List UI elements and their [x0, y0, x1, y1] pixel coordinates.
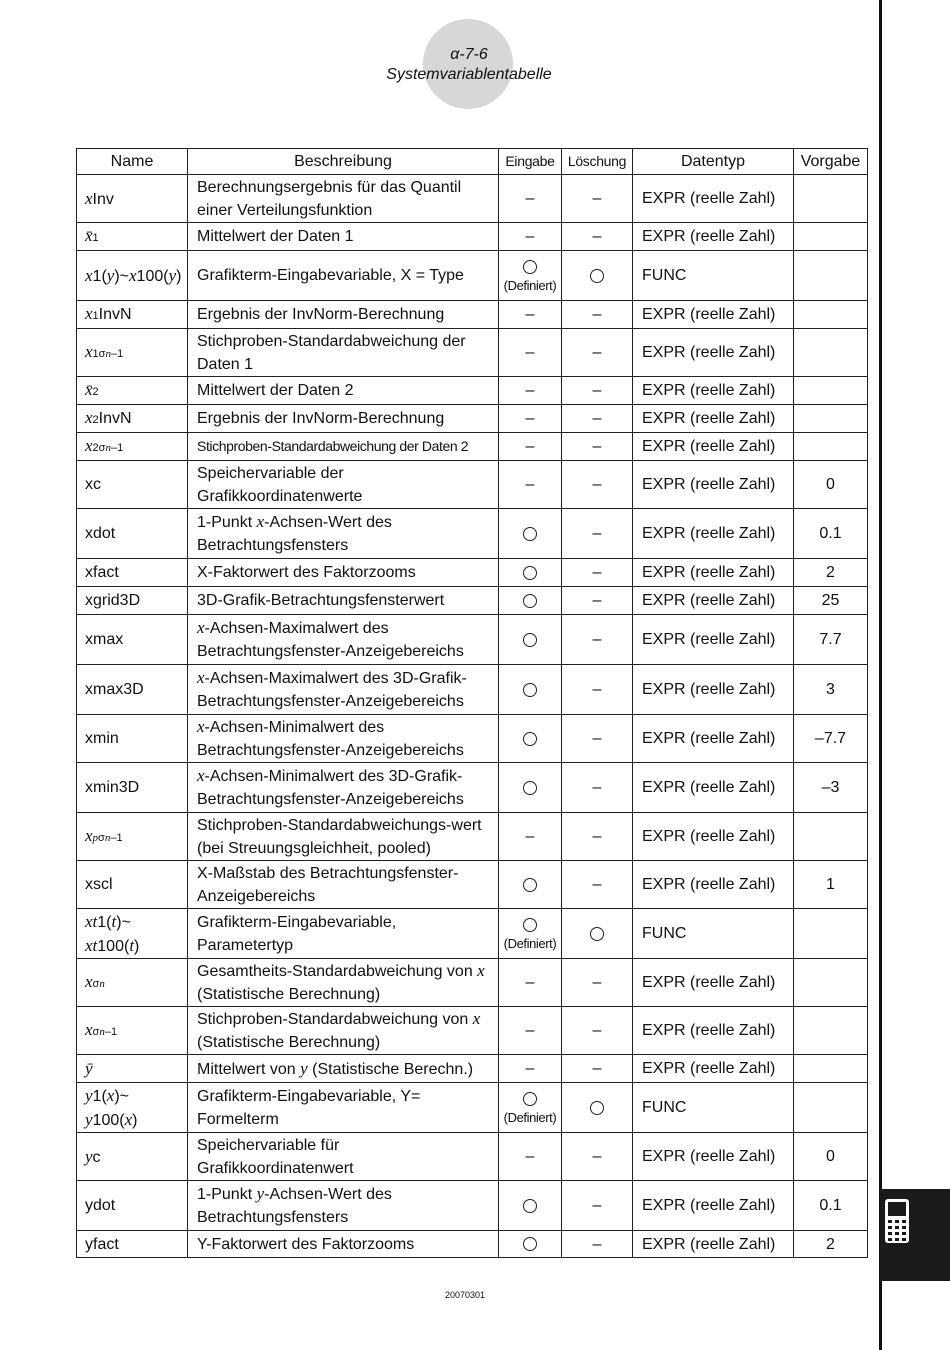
table-row [77, 861, 868, 909]
cell-default [794, 1007, 868, 1055]
table-row [77, 763, 868, 813]
cell-input: – [499, 301, 562, 329]
circle-mark-icon [590, 1101, 604, 1115]
cell-delete: – [562, 175, 633, 223]
cell-delete: – [562, 959, 633, 1007]
cell-description: Speichervariable für Grafikkoordinatenwert [188, 1133, 499, 1181]
cell-datatype: EXPR (reelle Zahl) [633, 405, 794, 433]
table-row [77, 715, 868, 763]
cell-datatype: EXPR (reelle Zahl) [633, 763, 794, 813]
cell-datatype: EXPR (reelle Zahl) [633, 861, 794, 909]
table-row [77, 509, 868, 559]
cell-datatype: EXPR (reelle Zahl) [633, 1055, 794, 1083]
table-row [77, 251, 868, 301]
cell-input [499, 509, 562, 559]
cell-description: X-Faktorwert des Faktorzooms [188, 559, 499, 587]
margin-rule [879, 0, 882, 1350]
cell-input: – [499, 1133, 562, 1181]
cell-description: Stichproben-Standardabweichung der Daten 2 [188, 433, 499, 461]
cell-datatype: EXPR (reelle Zahl) [633, 1133, 794, 1181]
cell-default: 1 [794, 861, 868, 909]
cell-description: x-Achsen-Maximalwert des 3D-Grafik-Betrachtungsfenster-Anzeigebereichs [188, 665, 499, 715]
cell-default: 3 [794, 665, 868, 715]
cell-description: Mittelwert der Daten 2 [188, 377, 499, 405]
cell-delete: – [562, 377, 633, 405]
circle-mark-icon [523, 683, 537, 697]
cell-description: Y-Faktorwert des Faktorzooms [188, 1231, 499, 1258]
cell-name: xscl [77, 861, 188, 909]
cell-input [499, 1181, 562, 1231]
table-row [77, 1055, 868, 1083]
cell-default: 25 [794, 587, 868, 615]
col-header-delete: Löschung [562, 149, 633, 175]
cell-name: ydot [77, 1181, 188, 1231]
cell-input: (Definiert) [499, 1083, 562, 1133]
cell-name: xt1(t)~ xt100(t) [77, 909, 188, 959]
circle-mark-icon [523, 1092, 537, 1106]
cell-name: x1σn–1 [77, 329, 188, 377]
cell-default [794, 405, 868, 433]
cell-default [794, 251, 868, 301]
cell-input [499, 715, 562, 763]
cell-delete: – [562, 665, 633, 715]
cell-delete: – [562, 329, 633, 377]
footer-code: 20070301 [444, 1290, 486, 1300]
system-variable-table [76, 148, 868, 1258]
cell-default [794, 329, 868, 377]
cell-input [499, 615, 562, 665]
cell-default: –7.7 [794, 715, 868, 763]
cell-description: x-Achsen-Minimalwert des Betrachtungsfenster-Anzeigebereichs [188, 715, 499, 763]
cell-delete [562, 1083, 633, 1133]
cell-input: – [499, 329, 562, 377]
cell-delete: – [562, 1231, 633, 1258]
cell-description: Berechnungsergebnis für das Quantil einer Verteilungsfunktion [188, 175, 499, 223]
cell-datatype: EXPR (reelle Zahl) [633, 223, 794, 251]
cell-delete: – [562, 301, 633, 329]
circle-mark-icon [523, 594, 537, 608]
table-header-row [77, 149, 868, 175]
cell-name: xmin3D [77, 763, 188, 813]
cell-default: 7.7 [794, 615, 868, 665]
cell-default [794, 223, 868, 251]
table-row [77, 223, 868, 251]
cell-datatype: EXPR (reelle Zahl) [633, 559, 794, 587]
cell-datatype: EXPR (reelle Zahl) [633, 615, 794, 665]
cell-input [499, 763, 562, 813]
cell-name: xdot [77, 509, 188, 559]
cell-datatype: EXPR (reelle Zahl) [633, 509, 794, 559]
cell-default [794, 433, 868, 461]
cell-delete: – [562, 763, 633, 813]
table-row [77, 377, 868, 405]
cell-delete: – [562, 715, 633, 763]
circle-mark-icon [590, 927, 604, 941]
cell-datatype: EXPR (reelle Zahl) [633, 959, 794, 1007]
cell-default [794, 909, 868, 959]
cell-name: x1(y)~x100(y) [77, 251, 188, 301]
cell-input: – [499, 433, 562, 461]
circle-mark-icon [523, 878, 537, 892]
cell-name: y1(x)~ y100(x) [77, 1083, 188, 1133]
cell-name: x̄2 [77, 377, 188, 405]
cell-delete [562, 909, 633, 959]
cell-input: – [499, 1007, 562, 1055]
col-header-datatype: Datentyp [633, 149, 794, 175]
cell-default: 0.1 [794, 509, 868, 559]
cell-datatype: EXPR (reelle Zahl) [633, 377, 794, 405]
cell-delete: – [562, 615, 633, 665]
table-row [77, 959, 868, 1007]
cell-description: Speichervariable der Grafikkoordinatenwerte [188, 461, 499, 509]
cell-delete: – [562, 1055, 633, 1083]
cell-name: xpσn–1 [77, 813, 188, 861]
cell-input [499, 665, 562, 715]
cell-default: –3 [794, 763, 868, 813]
cell-description: Grafikterm-Eingabevariable, Parametertyp [188, 909, 499, 959]
cell-name: x̄1 [77, 223, 188, 251]
cell-name: ȳ [77, 1055, 188, 1083]
cell-default: 2 [794, 1231, 868, 1258]
col-header-input: Eingabe [499, 149, 562, 175]
cell-default [794, 377, 868, 405]
table-row [77, 301, 868, 329]
cell-input: – [499, 959, 562, 1007]
cell-default: 0 [794, 1133, 868, 1181]
cell-default [794, 813, 868, 861]
page-number: α-7-6 [450, 46, 488, 63]
circle-mark-icon [523, 732, 537, 746]
cell-default [794, 175, 868, 223]
cell-datatype: EXPR (reelle Zahl) [633, 813, 794, 861]
cell-delete: – [562, 559, 633, 587]
table-row [77, 587, 868, 615]
cell-name: x1InvN [77, 301, 188, 329]
cell-input [499, 1231, 562, 1258]
cell-delete: – [562, 433, 633, 461]
table-row [77, 405, 868, 433]
cell-description: Gesamtheits-Standardabweichung von x (Statistische Berechnung) [188, 959, 499, 1007]
cell-input: – [499, 405, 562, 433]
cell-input: – [499, 223, 562, 251]
cell-description: x-Achsen-Maximalwert des Betrachtungsfenster-Anzeigebereichs [188, 615, 499, 665]
cell-description: Stichproben-Standardabweichung der Daten 1 [188, 329, 499, 377]
circle-mark-icon [523, 918, 537, 932]
circle-mark-icon [523, 1237, 537, 1251]
cell-name: xσn–1 [77, 1007, 188, 1055]
cell-description: Ergebnis der InvNorm-Berechnung [188, 405, 499, 433]
circle-mark-icon [523, 1199, 537, 1213]
cell-description: Stichproben-Standardabweichung von x (Statistische Berechnung) [188, 1007, 499, 1055]
cell-datatype: EXPR (reelle Zahl) [633, 1007, 794, 1055]
cell-default: 2 [794, 559, 868, 587]
cell-delete: – [562, 223, 633, 251]
cell-default: 0 [794, 461, 868, 509]
cell-input: (Definiert) [499, 909, 562, 959]
cell-datatype: FUNC [633, 909, 794, 959]
table-row [77, 329, 868, 377]
cell-input: – [499, 813, 562, 861]
col-header-default: Vorgabe [794, 149, 868, 175]
cell-datatype: EXPR (reelle Zahl) [633, 1181, 794, 1231]
circle-mark-icon [523, 260, 537, 274]
cell-input [499, 587, 562, 615]
table-row [77, 1083, 868, 1133]
cell-description: 1-Punkt y-Achsen-Wert des Betrachtungsfensters [188, 1181, 499, 1231]
cell-datatype: EXPR (reelle Zahl) [633, 665, 794, 715]
cell-name: xmax [77, 615, 188, 665]
cell-datatype: EXPR (reelle Zahl) [633, 301, 794, 329]
cell-input: – [499, 175, 562, 223]
cell-name: xInv [77, 175, 188, 223]
cell-datatype: EXPR (reelle Zahl) [633, 433, 794, 461]
cell-delete: – [562, 813, 633, 861]
cell-name: x2σn–1 [77, 433, 188, 461]
cell-delete: – [562, 509, 633, 559]
cell-delete: – [562, 405, 633, 433]
cell-name: x2InvN [77, 405, 188, 433]
cell-description: 3D-Grafik-Betrachtungsfensterwert [188, 587, 499, 615]
cell-delete: – [562, 461, 633, 509]
cell-name: yc [77, 1133, 188, 1181]
cell-datatype: EXPR (reelle Zahl) [633, 587, 794, 615]
cell-name: xσn [77, 959, 188, 1007]
cell-input [499, 559, 562, 587]
cell-description: 1-Punkt x-Achsen-Wert des Betrachtungsfensters [188, 509, 499, 559]
cell-delete: – [562, 1133, 633, 1181]
cell-name: xgrid3D [77, 587, 188, 615]
cell-delete: – [562, 587, 633, 615]
circle-mark-icon [523, 566, 537, 580]
calculator-icon [884, 1198, 910, 1244]
table-row [77, 909, 868, 959]
cell-description: x-Achsen-Minimalwert des 3D-Grafik-Betrachtungsfenster-Anzeigebereichs [188, 763, 499, 813]
cell-default [794, 959, 868, 1007]
circle-mark-icon [523, 781, 537, 795]
cell-delete: – [562, 1007, 633, 1055]
table-row [77, 1133, 868, 1181]
cell-default: 0.1 [794, 1181, 868, 1231]
cell-default [794, 1055, 868, 1083]
circle-mark-icon [523, 527, 537, 541]
cell-delete: – [562, 861, 633, 909]
page-title: Systemvariablentabelle [386, 66, 552, 83]
cell-description: Stichproben-Standardabweichungs-wert (bei Streuungsgleichheit, pooled) [188, 813, 499, 861]
table-row [77, 1231, 868, 1258]
cell-description: Ergebnis der InvNorm-Berechnung [188, 301, 499, 329]
table-row [77, 813, 868, 861]
circle-mark-icon [590, 269, 604, 283]
cell-input: – [499, 377, 562, 405]
col-header-name: Name [77, 149, 188, 175]
cell-name: xfact [77, 559, 188, 587]
cell-description: Mittelwert von y (Statistische Berechn.) [188, 1055, 499, 1083]
cell-name: xmin [77, 715, 188, 763]
cell-name: xmax3D [77, 665, 188, 715]
cell-description: Grafikterm-Eingabevariable, Y= Formelterm [188, 1083, 499, 1133]
cell-input: (Definiert) [499, 251, 562, 301]
cell-description: Mittelwert der Daten 1 [188, 223, 499, 251]
cell-datatype: FUNC [633, 1083, 794, 1133]
cell-name: yfact [77, 1231, 188, 1258]
circle-mark-icon [523, 633, 537, 647]
cell-datatype: EXPR (reelle Zahl) [633, 1231, 794, 1258]
table-row [77, 175, 868, 223]
cell-datatype: FUNC [633, 251, 794, 301]
table-row [77, 559, 868, 587]
table-row [77, 615, 868, 665]
cell-description: X-Maßstab des Betrachtungsfenster-Anzeigebereichs [188, 861, 499, 909]
table-row [77, 433, 868, 461]
cell-datatype: EXPR (reelle Zahl) [633, 329, 794, 377]
table-row [77, 461, 868, 509]
cell-delete: – [562, 1181, 633, 1231]
col-header-description: Beschreibung [188, 149, 499, 175]
cell-default [794, 1083, 868, 1133]
cell-description: Grafikterm-Eingabevariable, X = Type [188, 251, 499, 301]
table-row [77, 1007, 868, 1055]
cell-default [794, 301, 868, 329]
table-row [77, 665, 868, 715]
cell-datatype: EXPR (reelle Zahl) [633, 461, 794, 509]
cell-input [499, 861, 562, 909]
cell-delete [562, 251, 633, 301]
table-row [77, 1181, 868, 1231]
cell-datatype: EXPR (reelle Zahl) [633, 715, 794, 763]
cell-datatype: EXPR (reelle Zahl) [633, 175, 794, 223]
cell-input: – [499, 1055, 562, 1083]
cell-name: xc [77, 461, 188, 509]
page-number-circle [423, 19, 513, 109]
cell-input: – [499, 461, 562, 509]
